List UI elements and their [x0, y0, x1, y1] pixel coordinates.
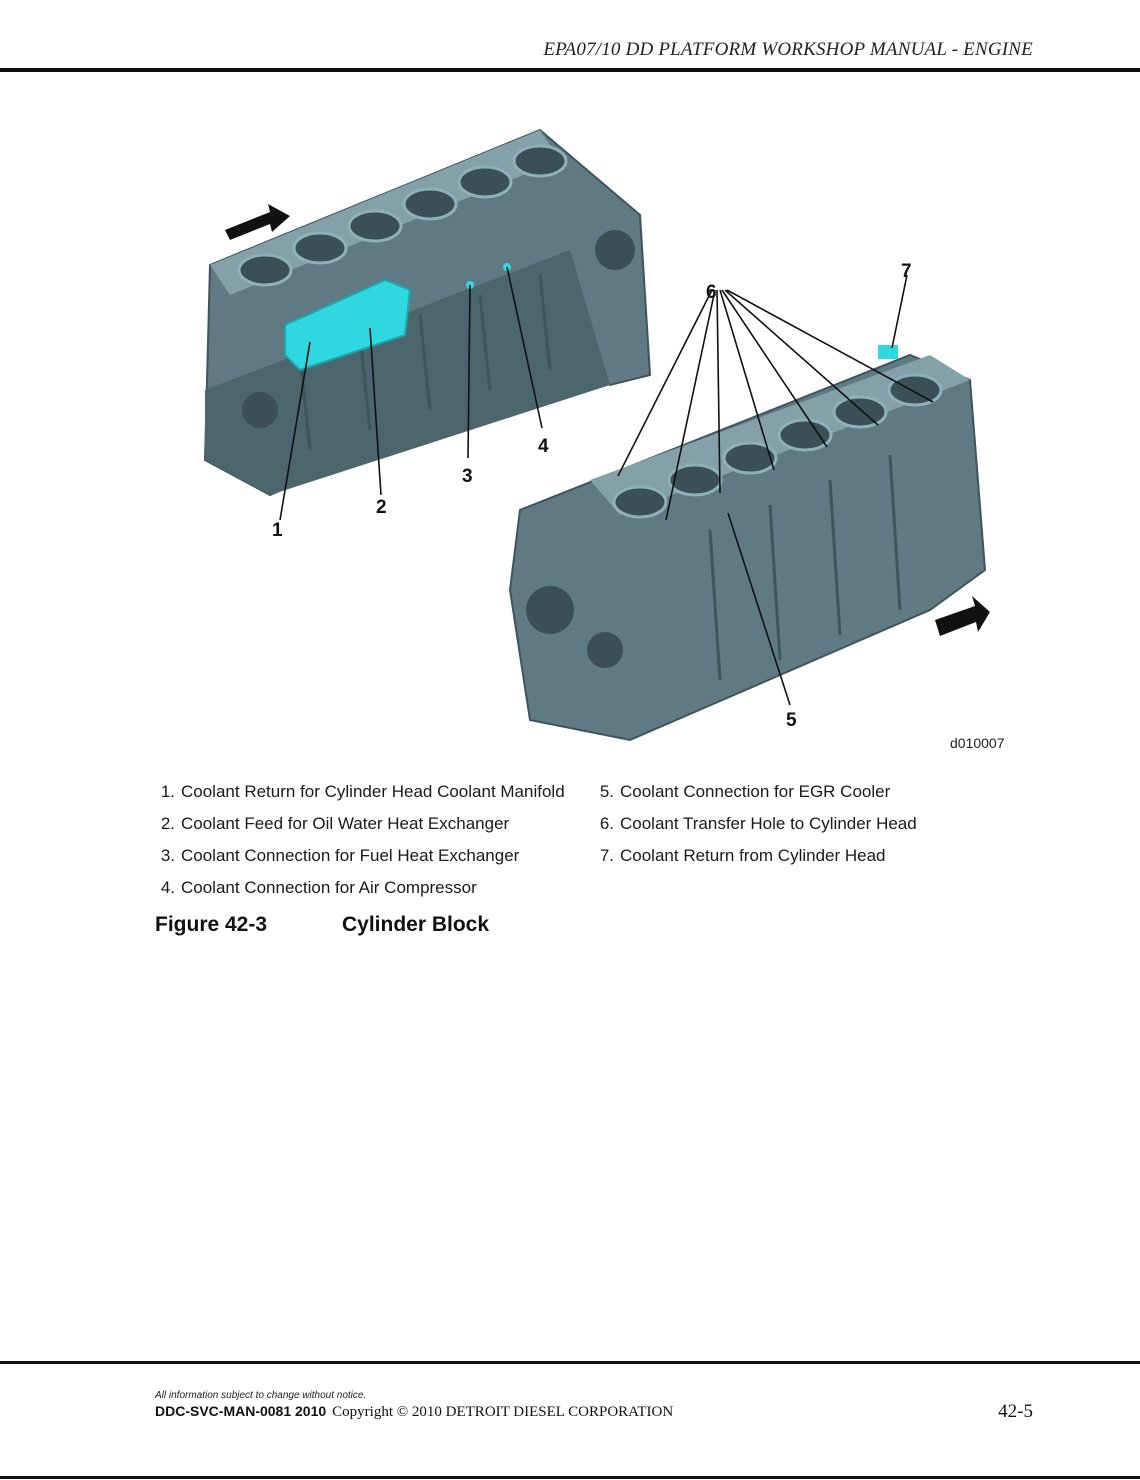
figure-caption — [155, 913, 489, 937]
callout-2: 2 — [376, 497, 387, 518]
callout-6: 6 — [706, 282, 717, 303]
cylinder-block-figure — [150, 120, 1030, 760]
copyright-notice: Copyright © 2010 DETROIT DIESEL CORPORATION — [332, 1404, 674, 1420]
legend-item: 5. Coolant Connection for EGR Cooler — [599, 782, 891, 801]
page-number: 42-5 — [998, 1401, 1033, 1422]
footer-note: All information subject to change without notice. — [155, 1390, 367, 1401]
legend-item: 3. Coolant Connection for Fuel Heat Exchanger — [160, 846, 520, 865]
legend-item: 1. Coolant Return for Cylinder Head Coolant Manifold — [160, 782, 565, 801]
header-rule — [0, 68, 1140, 72]
legend-item: 2. Coolant Feed for Oil Water Heat Exchanger — [160, 814, 510, 833]
callout-4: 4 — [538, 436, 549, 457]
legend-right-column — [594, 776, 917, 872]
callout-3: 3 — [462, 466, 473, 487]
right-direction-arrow — [935, 596, 990, 636]
callout-5: 5 — [786, 710, 797, 731]
figure-image-id: d010007 — [950, 735, 1005, 751]
footer-rule — [0, 1361, 1140, 1364]
left-direction-arrow — [225, 204, 290, 240]
legend-left-column — [155, 776, 565, 904]
bottom-rule — [0, 1476, 1140, 1479]
cylinder-block-illustration — [150, 120, 1030, 760]
footer-doc-line — [155, 1403, 673, 1421]
legend-item: 6. Coolant Transfer Hole to Cylinder Head — [599, 814, 917, 833]
document-id: DDC-SVC-MAN-0081 2010 — [155, 1403, 327, 1419]
left-engine-block — [205, 130, 650, 495]
right-engine-block — [510, 345, 990, 740]
legend-item: 7. Coolant Return from Cylinder Head — [599, 846, 886, 865]
coolant-return-highlight — [878, 345, 898, 359]
callout-7: 7 — [901, 261, 912, 282]
figure-title: Cylinder Block — [342, 913, 490, 936]
callout-1: 1 — [272, 520, 283, 541]
legend-item: 4. Coolant Connection for Air Compressor — [160, 878, 477, 897]
running-header: EPA07/10 DD PLATFORM WORKSHOP MANUAL - ENGINE — [543, 39, 1033, 60]
figure-number: Figure 42-3 — [155, 913, 268, 936]
